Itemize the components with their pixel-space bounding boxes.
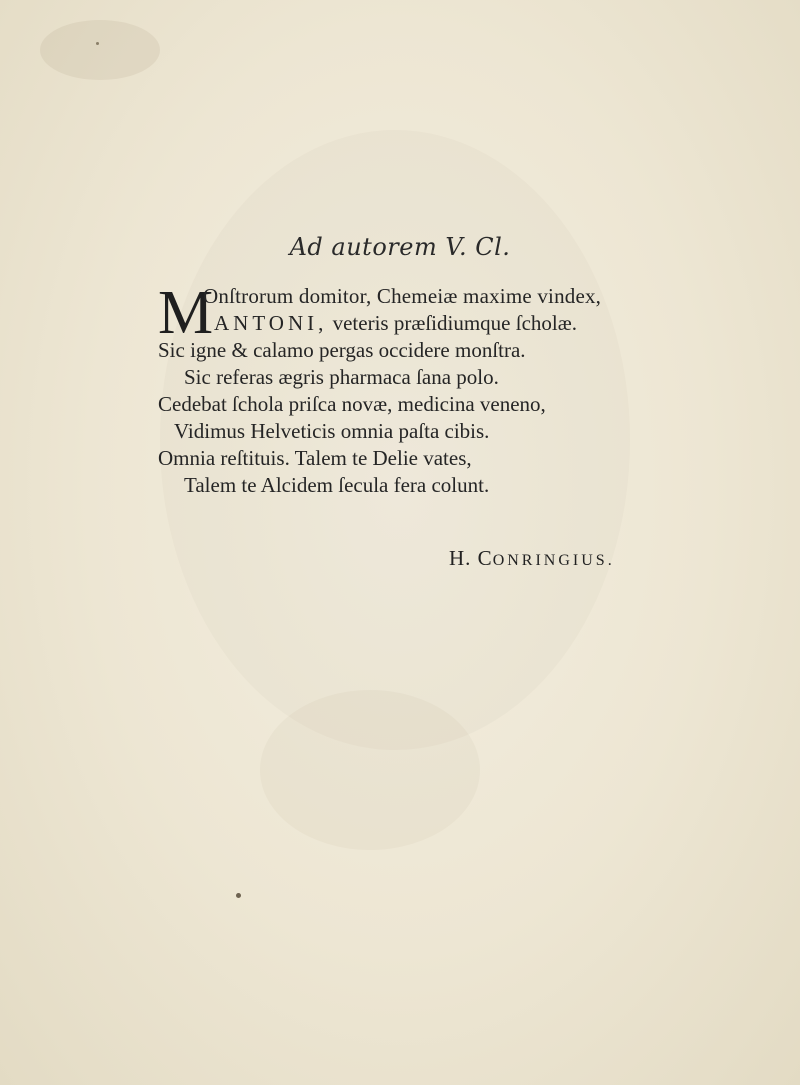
poem-line-3: Sic igne & calamo pergas occidere monſtra. (158, 338, 526, 362)
signature-initial: H. C (449, 546, 493, 570)
poem-line-5: Cedebat ſchola priſca novæ, medicina veneno, (158, 392, 546, 416)
paper-stain (260, 690, 480, 850)
drop-cap: M (158, 279, 214, 347)
poem-heading: Ad autorem V. Cl. (289, 233, 511, 261)
poem-line-2 (214, 310, 577, 336)
poem-line-1: Onſtrorum domitor, Chemeiæ maxime vindex, (203, 284, 602, 308)
paper-stain (40, 20, 160, 80)
poem-line-4: Sic referas ægris pharmaca ſana polo. (184, 365, 499, 389)
ink-spot (236, 893, 241, 898)
poem-line-7: Omnia reſtituis. Talem te Delie vates, (158, 446, 472, 470)
poem-line-6: Vidimus Helveticis omnia paſta cibis. (174, 419, 490, 443)
poem-line-2-text: veteris præſidiumque ſcholæ. (327, 311, 577, 335)
signature-rest: ONRINGIUS. (492, 552, 615, 569)
ink-spot (96, 42, 99, 45)
author-signature (449, 546, 615, 571)
poem-line-8: Talem te Alcidem ſecula fera colunt. (184, 473, 490, 497)
addressee-name: ANTONI, (214, 311, 328, 335)
